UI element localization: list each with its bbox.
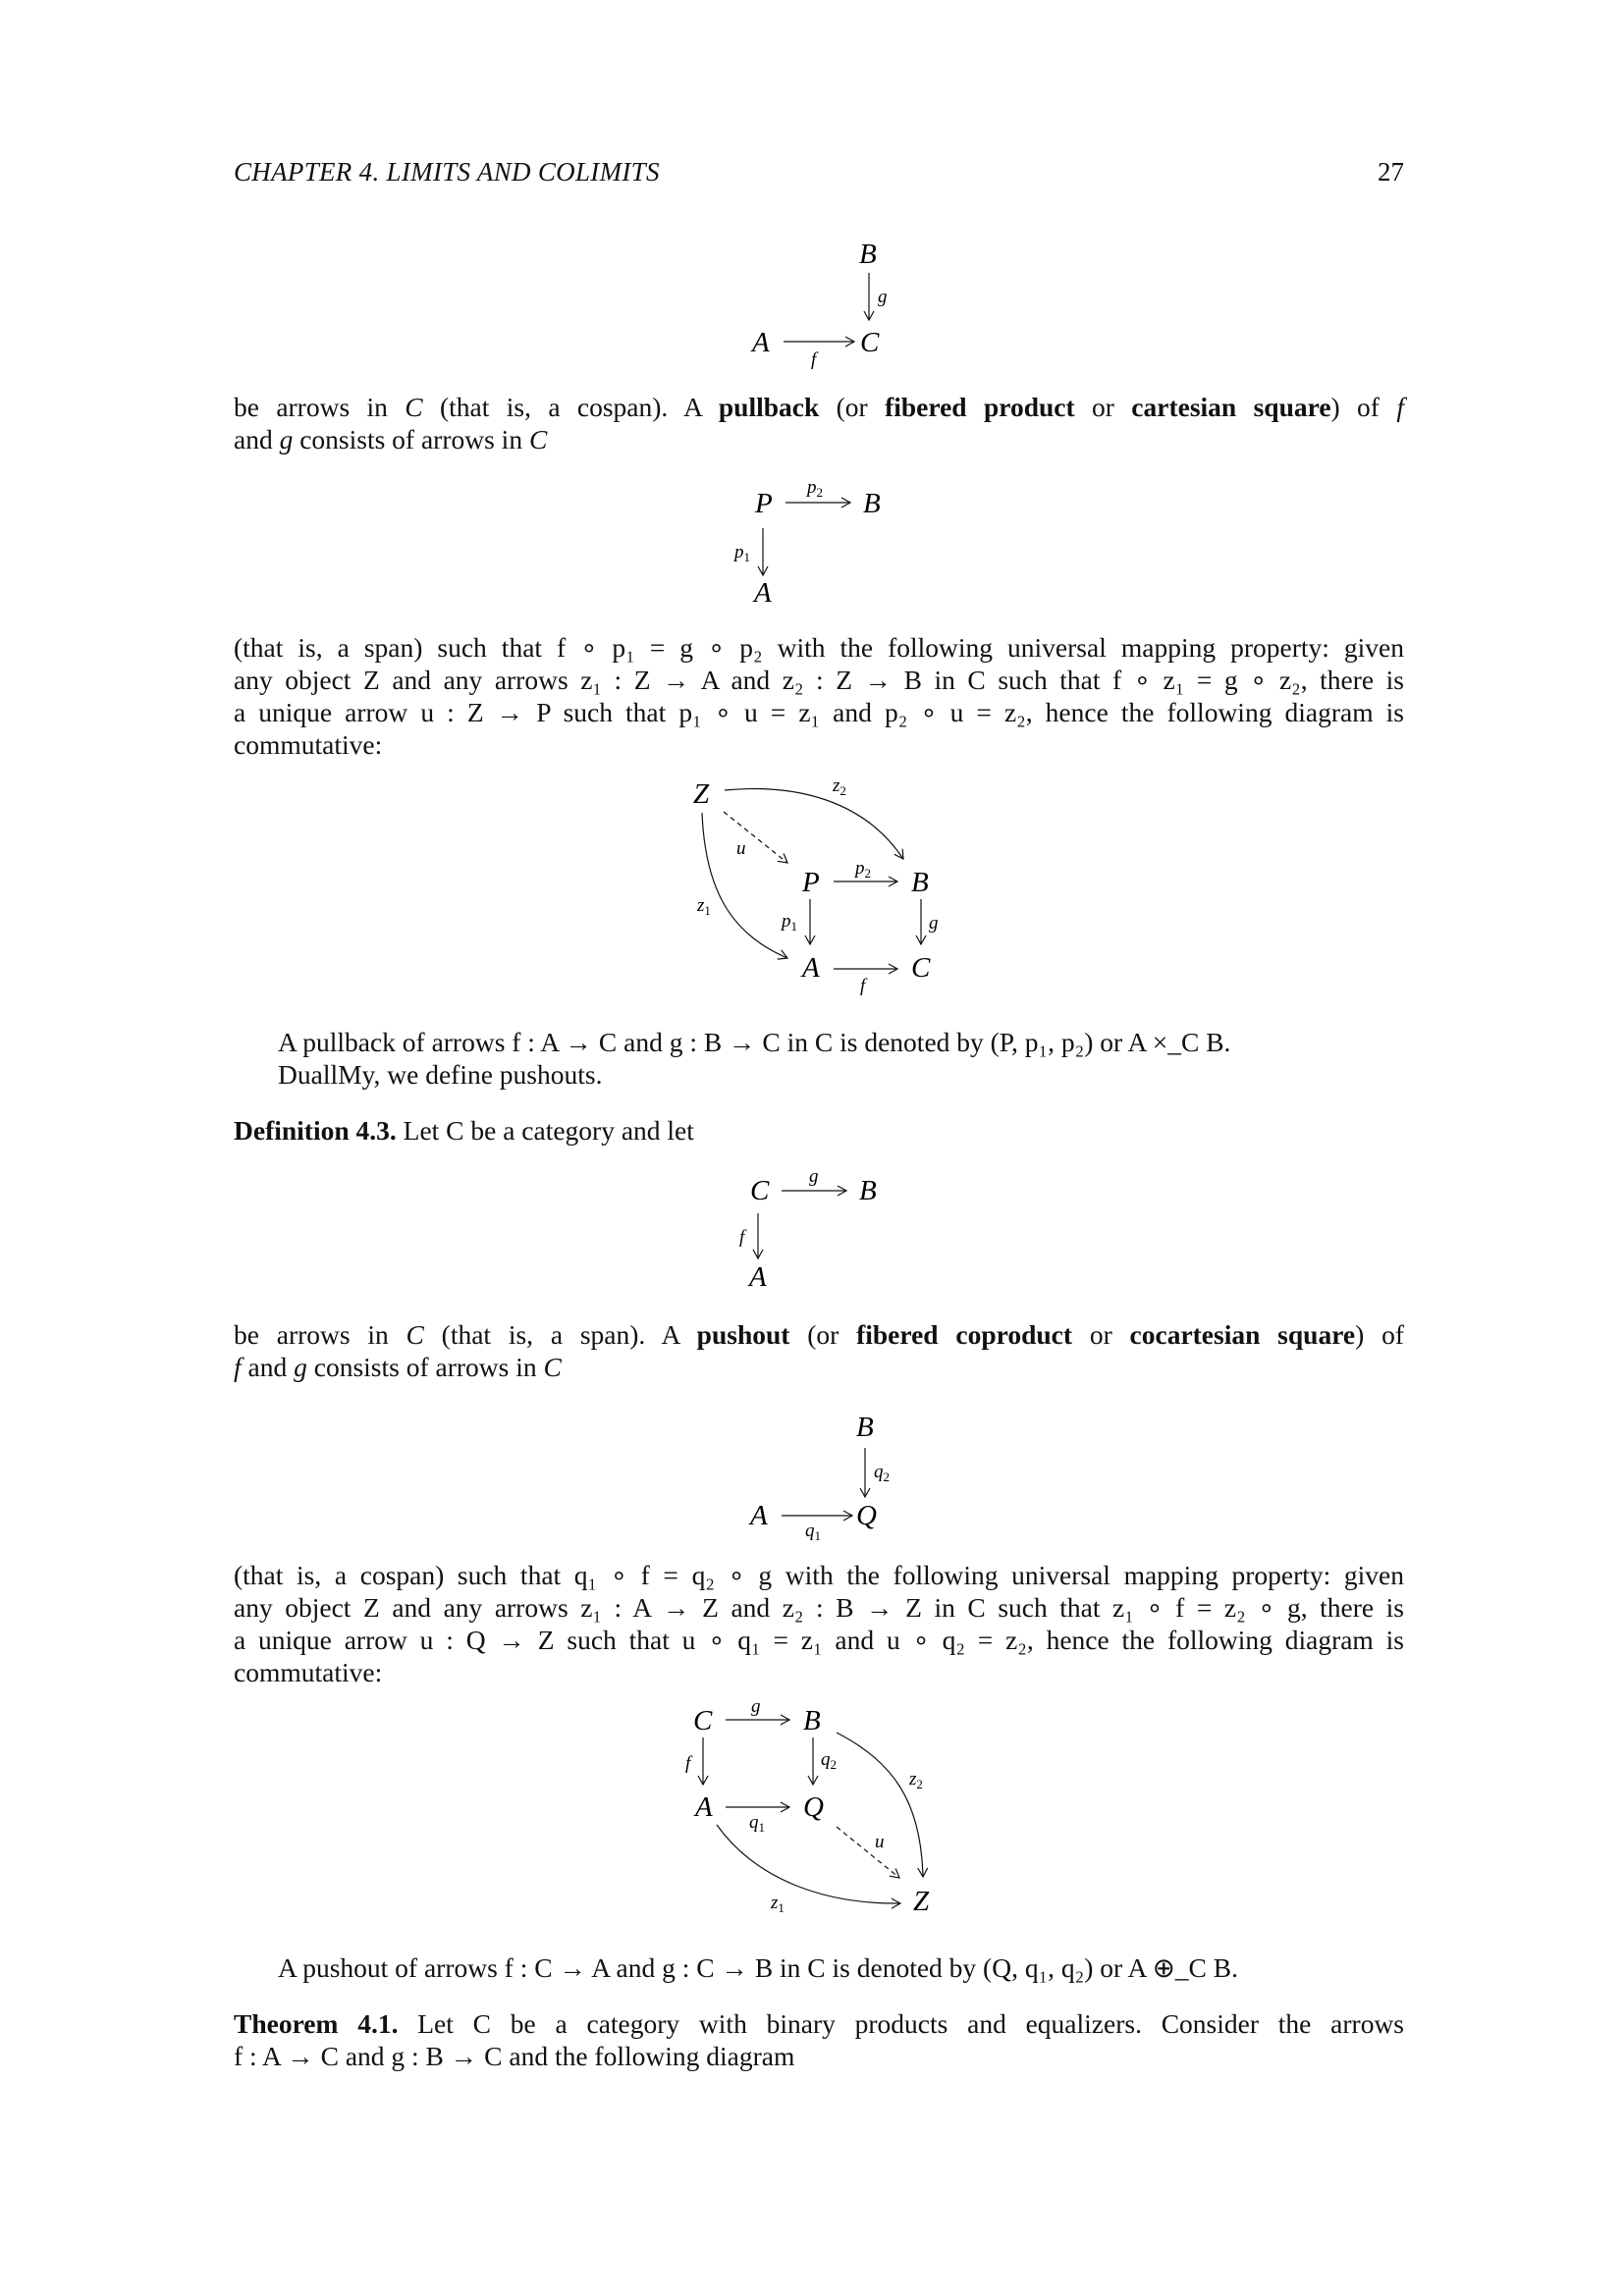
- arrow-label-q2: $q_2$: [821, 1749, 837, 1772]
- arrow-z1: [702, 813, 787, 958]
- text: consists of arrows in: [306, 1352, 544, 1382]
- text: (or: [819, 392, 886, 422]
- diagram-pullback-svg: [668, 766, 982, 1001]
- arrow-label-q2: $q_2$: [874, 1462, 890, 1484]
- object-A: A: [750, 1500, 768, 1531]
- definition-text: Let C be a category and let: [396, 1115, 694, 1146]
- arrow-label-g: g: [929, 913, 939, 934]
- diagram-span-1: [687, 471, 982, 622]
- diagram-span-2: [687, 1158, 982, 1309]
- object-C: C: [860, 327, 880, 358]
- diagram-cospan-2: [687, 1399, 982, 1543]
- diagram-pushout: [668, 1698, 982, 1938]
- text: (that is, a cospan). A: [422, 392, 719, 422]
- arrow-label-z1: $z_1$: [771, 1893, 785, 1915]
- object-Q: Q: [856, 1500, 877, 1531]
- term-cartesian-square: cartesian square: [1131, 392, 1331, 422]
- diagram-pushout-svg: [668, 1698, 982, 1934]
- arrow-label-g: g: [809, 1166, 819, 1187]
- arrow-z2: [837, 1733, 923, 1877]
- text: be arrows in: [234, 392, 406, 422]
- object-C: C: [911, 952, 931, 984]
- category-symbol: C: [406, 1319, 424, 1350]
- category-symbol: C: [528, 424, 548, 454]
- arrow-label-p2: $p_2$: [855, 858, 871, 881]
- text-line: DuallMy, we define pushouts.: [278, 1059, 603, 1090]
- arrow-u: [837, 1827, 899, 1878]
- arrow-label-f: f: [811, 349, 817, 370]
- text: and: [241, 1352, 295, 1382]
- arrow-label-z1: $z_1$: [697, 895, 711, 918]
- object-B: B: [859, 1175, 877, 1206]
- arrow-z2: [725, 789, 903, 859]
- object-B: B: [911, 867, 929, 898]
- text-line: commutative:: [234, 1657, 383, 1687]
- arrow-label-q1: $q_1$: [805, 1521, 821, 1543]
- arrow-label-u: u: [736, 838, 746, 859]
- term-cocartesian-square: cocartesian square: [1129, 1319, 1356, 1350]
- term-pullback: pullback: [718, 392, 820, 422]
- term-pushout: pushout: [696, 1319, 790, 1350]
- text-line: commutative:: [234, 729, 383, 760]
- text-line: any object Z and any arrows z₁ : Z → A and z₂ : Z → B in C such that f ∘ z₁ = g ∘ z₂, there is: [234, 665, 1404, 695]
- text: ) of: [1330, 392, 1397, 422]
- text: consists of arrows in: [293, 424, 529, 454]
- object-B: B: [863, 488, 881, 519]
- object-Z: Z: [913, 1886, 930, 1917]
- arrow-label-g: g: [751, 1696, 761, 1717]
- arrow-label-p2: $p_2$: [807, 477, 823, 500]
- object-A: A: [749, 1261, 767, 1293]
- object-B: B: [859, 239, 877, 270]
- paragraph-pushout-definition: [234, 1318, 1404, 1383]
- text-line: a unique arrow u : Q → Z such that u ∘ q₁ = z₁ and u ∘ q₂ = z₂, hence the following diagram is: [234, 1625, 1404, 1655]
- text: be arrows in: [234, 1319, 406, 1350]
- category-symbol: C: [543, 1352, 562, 1382]
- arrow-label-p1: $p_1$: [782, 911, 797, 934]
- paragraph-pullback-ump: [234, 631, 1404, 761]
- theorem-4-1: [234, 2007, 1404, 2072]
- page-number: 27: [1378, 157, 1404, 187]
- arrow-label-f: f: [739, 1227, 745, 1248]
- paragraph-pushout-notation: [278, 1951, 1407, 1984]
- object-P: P: [802, 867, 820, 898]
- text-line: (that is, a cospan) such that q₁ ∘ f = q₂ ∘ g with the following universal mapping property: given: [234, 1560, 1404, 1590]
- term-fibered-coproduct: fibered coproduct: [856, 1319, 1073, 1350]
- math-g: g: [294, 1352, 307, 1382]
- text-line: any object Z and any arrows z₁ : A → Z and z₂ : B → Z in C such that z₁ ∘ f = z₂ ∘ g, there is: [234, 1592, 1404, 1623]
- diagram-cospan-2-svg: [687, 1399, 982, 1543]
- arrow-label-z2: $z_2$: [833, 775, 846, 798]
- theorem-text-line-2: f : A → C and g : B → C and the following diagram: [234, 2041, 795, 2071]
- object-A: A: [695, 1791, 713, 1823]
- arrow-label-p1: $p_1$: [734, 542, 750, 564]
- arrow-label-f: f: [685, 1753, 691, 1774]
- object-B: B: [856, 1412, 874, 1443]
- paragraph-pushout-ump: [234, 1559, 1404, 1688]
- object-A: A: [802, 952, 820, 984]
- arrow-label-z2: $z_2$: [909, 1769, 923, 1791]
- diagram-span-2-svg: [687, 1158, 982, 1306]
- category-symbol: C: [405, 392, 423, 422]
- math-g: g: [279, 424, 294, 454]
- object-Q: Q: [803, 1791, 824, 1823]
- math-f: f: [234, 1352, 242, 1382]
- text-line: a unique arrow u : Z → P such that p₁ ∘ u = z₁ and p₂ ∘ u = z₂, hence the following diagram is: [234, 697, 1404, 727]
- term-fibered-product: fibered product: [885, 392, 1075, 422]
- definition-4-3: [234, 1114, 1404, 1147]
- text-line: (that is, a span) such that f ∘ p₁ = g ∘ p₂ with the following universal mapping property: given: [234, 632, 1404, 663]
- diagram-cospan-1: [687, 226, 982, 370]
- arrow-label-q1: $q_1$: [749, 1812, 765, 1835]
- object-C: C: [750, 1175, 770, 1206]
- diagram-cospan-1-svg: [687, 226, 982, 370]
- object-Z: Z: [693, 778, 710, 810]
- text-line: A pullback of arrows f : A → C and g : B → C in C is denoted by (P, p₁, p₂) or A ×_C B.: [278, 1027, 1231, 1057]
- object-C: C: [693, 1705, 713, 1736]
- math-f: f: [1396, 392, 1404, 422]
- arrow-label-f: f: [860, 976, 866, 996]
- running-header-chapter: CHAPTER 4. LIMITS AND COLIMITS: [234, 157, 660, 187]
- diagram-span-1-svg: [687, 471, 982, 618]
- text: or: [1074, 392, 1132, 422]
- diagram-pullback: [668, 766, 982, 1005]
- text: (that is, a span). A: [423, 1319, 697, 1350]
- text: and: [234, 424, 280, 454]
- definition-label: Definition 4.3.: [234, 1115, 397, 1146]
- text: ) of: [1355, 1319, 1404, 1350]
- text-line: A pushout of arrows f : C → A and g : C → B in C is denoted by (Q, q₁, q₂) or A ⊕_C B.: [278, 1952, 1238, 1983]
- theorem-label: Theorem 4.1.: [234, 2008, 399, 2039]
- text: (or: [789, 1319, 857, 1350]
- arrow-label-u: u: [875, 1832, 885, 1852]
- object-A: A: [754, 577, 772, 609]
- arrow-z1: [717, 1825, 900, 1903]
- paragraph-pullback-definition: [234, 391, 1404, 455]
- paragraph-pullback-notation: [278, 1026, 1407, 1091]
- object-A: A: [752, 327, 770, 358]
- arrow-label-g: g: [878, 287, 888, 307]
- text: or: [1072, 1319, 1130, 1350]
- object-B: B: [803, 1705, 821, 1736]
- theorem-text: Let C be a category with binary products and equalizers. Consider the arrows: [398, 2008, 1405, 2039]
- arrow-u: [724, 812, 787, 863]
- object-P: P: [755, 488, 773, 519]
